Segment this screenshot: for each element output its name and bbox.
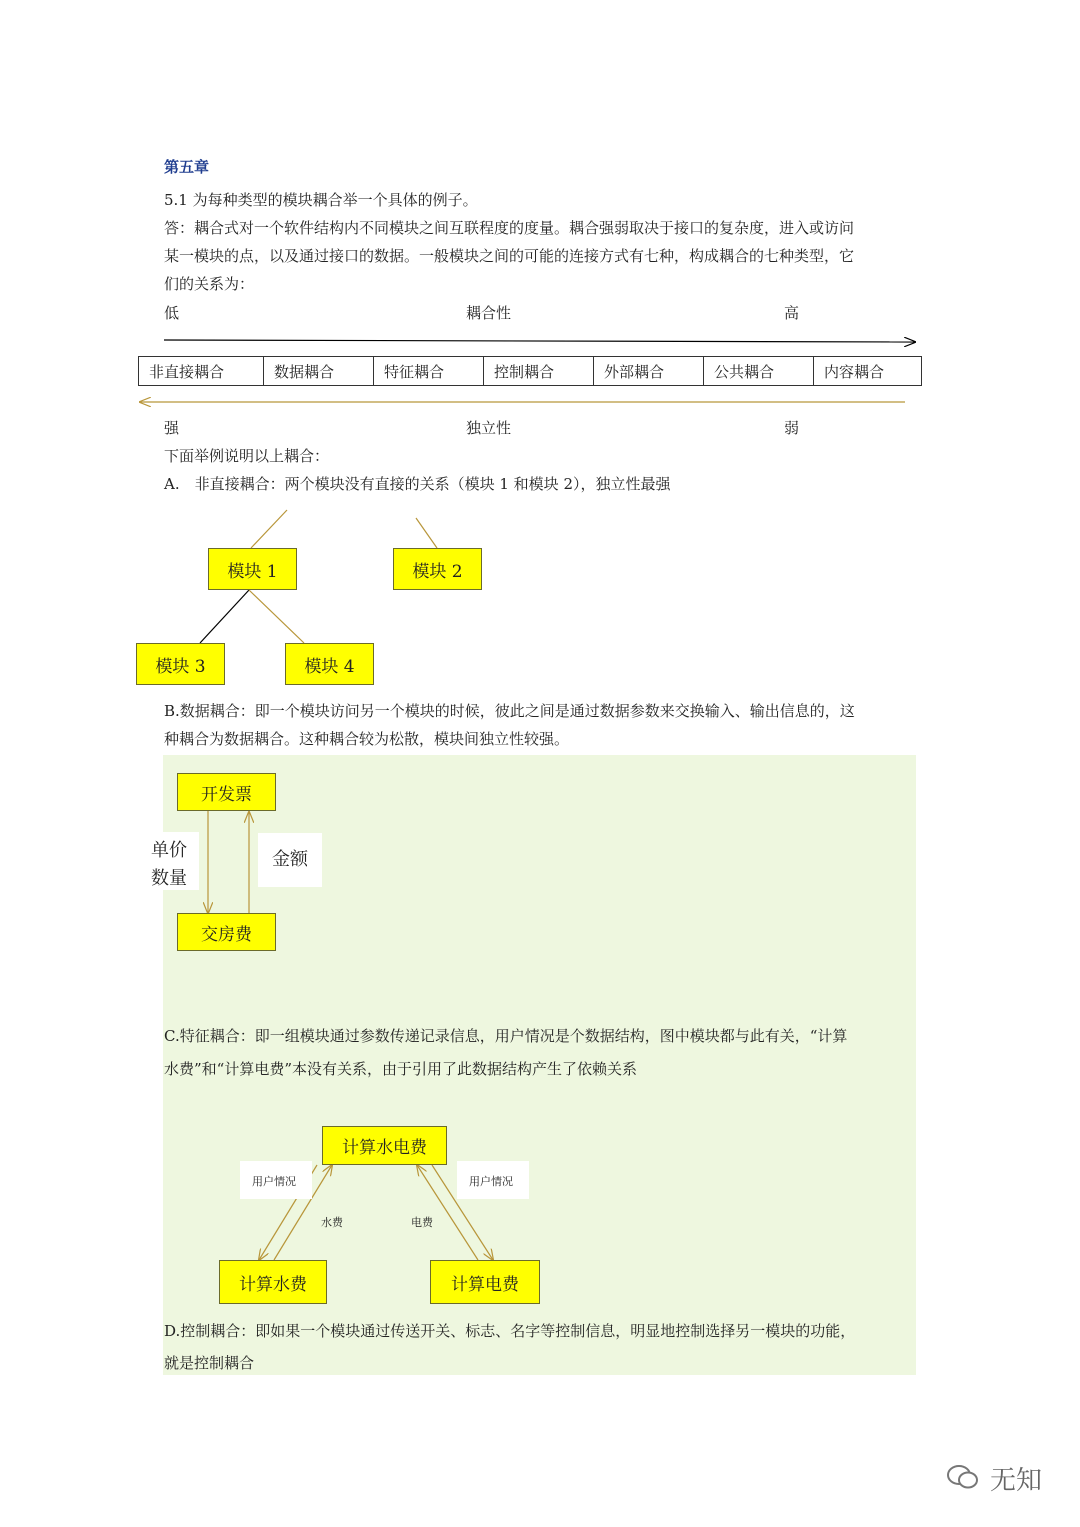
scale-weak-label: 弱 (784, 419, 800, 437)
coupling-type-cell: 数据耦合 (264, 357, 374, 385)
quantity-label: 数量 (151, 868, 187, 889)
section-d-line-2: 就是控制耦合 (164, 1354, 255, 1372)
unit-price-label: 单价 (151, 840, 187, 861)
module-3-box: 模块 3 (136, 643, 225, 685)
section-d-line-1: D.控制耦合：即如果一个模块通过传送开关、标志、名字等控制信息，明显地控制选择另一模块的功能， (164, 1322, 856, 1340)
coupling-type-cell: 非直接耦合 (139, 357, 264, 385)
coupling-type-cell: 外部耦合 (594, 357, 704, 385)
coupling-type-cell: 特征耦合 (374, 357, 484, 385)
scale-coupling-label: 耦合性 (466, 304, 512, 322)
amount-label: 金额 (272, 849, 308, 870)
section-a-text: A. 非直接耦合：两个模块没有直接的关系（模块 1 和模块 2），独立性最强 (164, 475, 671, 493)
section-b-line-2: 种耦合为数据耦合。这种耦合较为松散，模块间独立性较强。 (164, 730, 570, 748)
coupling-type-cell: 控制耦合 (484, 357, 594, 385)
invoice-module-box: 开发票 (177, 773, 276, 811)
coupling-type-cell: 内容耦合 (824, 362, 885, 381)
answer-line-2: 某一模块的点，以及通过接口的数据。一般模块之间的可能的连接方式有七种，构成耦合的七种类型，它 (164, 247, 855, 265)
power-fee-label: 电费 (411, 1216, 433, 1229)
coupling-type-cell: 公共耦合 (704, 357, 814, 385)
section-b-line-1: B.数据耦合：即一个模块访问另一个模块的时候，彼此之间是通过数据参数来交换输入、输出信息的，这 (164, 702, 855, 720)
scale-strong-label: 强 (164, 419, 180, 437)
user-info-note-right: 用户情况 (469, 1175, 513, 1188)
water-fee-label: 水费 (321, 1216, 343, 1229)
scale-low-label: 低 (164, 304, 180, 322)
coupling-arrow (164, 340, 915, 342)
user-info-note-left: 用户情况 (252, 1175, 296, 1188)
section-c-line-1: C.特征耦合：即一组模块通过参数传递记录信息，用户情况是个数据结构，图中模块都与此有关，“计算 (164, 1027, 848, 1045)
wechat-icon (946, 1462, 980, 1492)
section-c-line-2: 水费”和“计算电费”本没有关系，由于引用了此数据结构产生了依赖关系 (164, 1060, 638, 1078)
water-fee-box: 计算水费 (219, 1260, 327, 1304)
module-1-box: 模块 1 (208, 548, 297, 590)
module-4-box: 模块 4 (285, 643, 374, 685)
chapter-title: 第五章 (164, 158, 210, 176)
question-text: 5.1 为每种类型的模块耦合举一个具体的例子。 (164, 191, 478, 209)
examples-intro: 下面举例说明以上耦合： (164, 447, 330, 465)
water-power-fee-box: 计算水电费 (322, 1126, 447, 1165)
scale-independence-label: 独立性 (466, 419, 512, 437)
watermark-text: 无知 (990, 1466, 1043, 1496)
rent-payment-module-box: 交房费 (177, 913, 276, 951)
answer-line-1: 答：耦合式对一个软件结构内不同模块之间互联程度的度量。耦合强弱取决于接口的复杂度，进入或访问 (164, 219, 855, 237)
coupling-types-table (138, 356, 922, 386)
answer-line-3: 们的关系为： (164, 275, 255, 293)
power-fee-box: 计算电费 (430, 1260, 540, 1304)
module-2-box: 模块 2 (393, 548, 482, 590)
scale-high-label: 高 (784, 304, 800, 322)
